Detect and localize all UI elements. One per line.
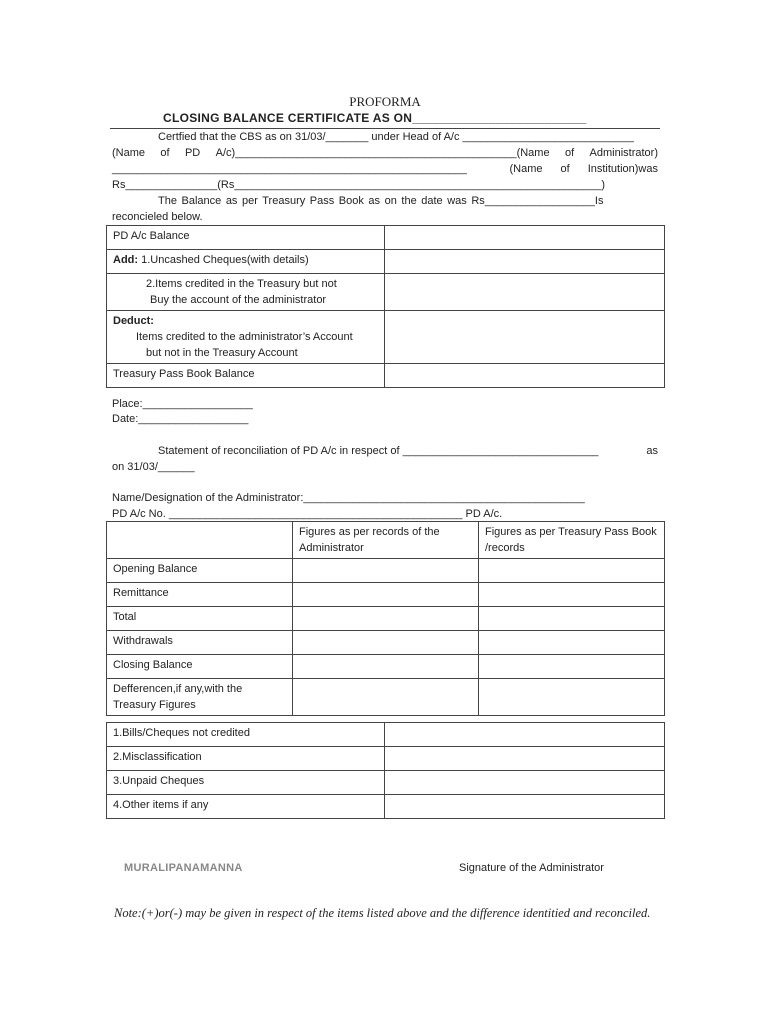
statement-date: on 31/03/______ — [112, 461, 195, 473]
cell — [293, 559, 479, 583]
remittance-label: Remittance — [107, 583, 293, 607]
name-word-2: (Name — [509, 163, 543, 175]
as-word: as — [646, 445, 658, 457]
of-word: of — [160, 147, 170, 159]
table-row — [107, 364, 665, 388]
footnote: Note:(+)or(-) may be given in respect of the items listed above and the difference identitied and reconciled. — [114, 906, 651, 920]
table-row — [107, 795, 665, 819]
statement-text: Statement of reconciliation of PD A/c in respect of ________________________________ — [158, 445, 599, 457]
items-credited-line2: Buy the account of the administrator — [150, 294, 327, 306]
table-row — [107, 771, 665, 795]
deduct-line1: Items credited to the administrator’s Account — [136, 331, 353, 343]
cell — [385, 771, 665, 795]
table-row — [107, 607, 665, 631]
cell — [479, 679, 665, 716]
total-label: Total — [107, 607, 293, 631]
cell — [385, 795, 665, 819]
table-row — [107, 522, 665, 559]
cell — [479, 607, 665, 631]
unpaid-cheques-label: 3.Unpaid Cheques — [107, 771, 385, 795]
deduct-label: Deduct: — [113, 315, 154, 327]
bills-cheques-label: 1.Bills/Cheques not credited — [107, 723, 385, 747]
balance-table — [106, 225, 665, 388]
pd-ac-no-line: PD A/c No. ________________________________________________ PD A/c. — [112, 508, 503, 520]
header-blank — [107, 522, 293, 559]
cell — [385, 723, 665, 747]
institution-word: Institution)was — [587, 163, 658, 175]
pd-balance-value — [385, 226, 665, 250]
cell — [293, 631, 479, 655]
watermark: MURALIPANAMANNA — [124, 862, 243, 874]
add-label: Add: — [113, 254, 139, 266]
cell — [293, 655, 479, 679]
table-row — [107, 226, 665, 250]
balance-line: The Balance as per Treasury Pass Book as on the date was Rs__________________Is — [158, 195, 604, 207]
other-items-label: 4.Other items if any — [107, 795, 385, 819]
of-word-2: of — [564, 147, 575, 159]
uncashed-cheques-value — [385, 250, 665, 274]
cell — [293, 583, 479, 607]
table-row — [107, 655, 665, 679]
place-field: Place:__________________ — [112, 398, 253, 410]
deduct-cell — [107, 311, 385, 364]
table-row — [107, 583, 665, 607]
treasury-records-header: Figures as per Treasury Pass Book /records — [479, 522, 665, 559]
misclassification-label: 2.Misclassification — [107, 747, 385, 771]
withdrawals-label: Withdrawals — [107, 631, 293, 655]
top-divider — [110, 128, 660, 129]
cell — [479, 655, 665, 679]
ac-blank: A/c)______________________________________________(Name — [215, 147, 550, 159]
cell — [479, 559, 665, 583]
admin-records-header: Figures as per records of the Administrator — [293, 522, 479, 559]
table-row — [107, 631, 665, 655]
table-row — [107, 559, 665, 583]
cell — [293, 607, 479, 631]
cell — [479, 631, 665, 655]
reconciled-line: reconcieled below. — [112, 211, 203, 223]
add-cell — [107, 250, 385, 274]
proforma-heading: PROFORMA — [349, 94, 421, 109]
items-table — [106, 722, 665, 819]
institution-words — [509, 163, 658, 175]
deduct-line2: but not in the Treasury Account — [146, 347, 298, 359]
statement-line — [158, 445, 658, 457]
uncashed-cheques-label: 1.Uncashed Cheques(with details) — [138, 254, 309, 266]
certificate-title: CLOSING BALANCE CERTIFICATE AS ON_________________________ — [163, 111, 587, 125]
table-row — [107, 747, 665, 771]
cell — [293, 679, 479, 716]
table-row — [107, 250, 665, 274]
tpb-balance-label: Treasury Pass Book Balance — [107, 364, 385, 388]
cell — [385, 747, 665, 771]
certified-line: Certfied that the CBS as on 31/03/_______ under Head of A/c ____________________________ — [158, 131, 634, 143]
institution-blank: __________________________________________________________ — [112, 163, 467, 175]
reconciliation-table — [106, 521, 665, 716]
administrator-name-line: Name/Designation of the Administrator:______________________________________________ — [112, 492, 585, 504]
of-word-3: of — [560, 163, 570, 175]
table-row — [107, 311, 665, 364]
administrator-word: Administrator) — [589, 147, 658, 159]
difference-label: Defferencen,if any,with the Treasury Figures — [107, 679, 293, 716]
date-field: Date:__________________ — [112, 413, 249, 425]
items-credited-value — [385, 274, 665, 311]
deduct-value — [385, 311, 665, 364]
pd-word: PD — [184, 147, 201, 159]
opening-balance-label: Opening Balance — [107, 559, 293, 583]
closing-balance-label: Closing Balance — [107, 655, 293, 679]
signature-label: Signature of the Administrator — [459, 862, 604, 874]
name-word: (Name — [112, 147, 146, 159]
table-row — [107, 679, 665, 716]
items-credited-line1: 2.Items credited in the Treasury but not — [146, 278, 337, 290]
institution-line — [112, 163, 658, 175]
rs-line: Rs_______________(Rs____________________________________________________________) — [112, 179, 606, 191]
name-line — [112, 147, 658, 159]
items-credited-cell — [107, 274, 385, 311]
tpb-balance-value — [385, 364, 665, 388]
table-row — [107, 723, 665, 747]
pd-balance-label: PD A/c Balance — [107, 226, 385, 250]
table-row — [107, 274, 665, 311]
cell — [479, 583, 665, 607]
